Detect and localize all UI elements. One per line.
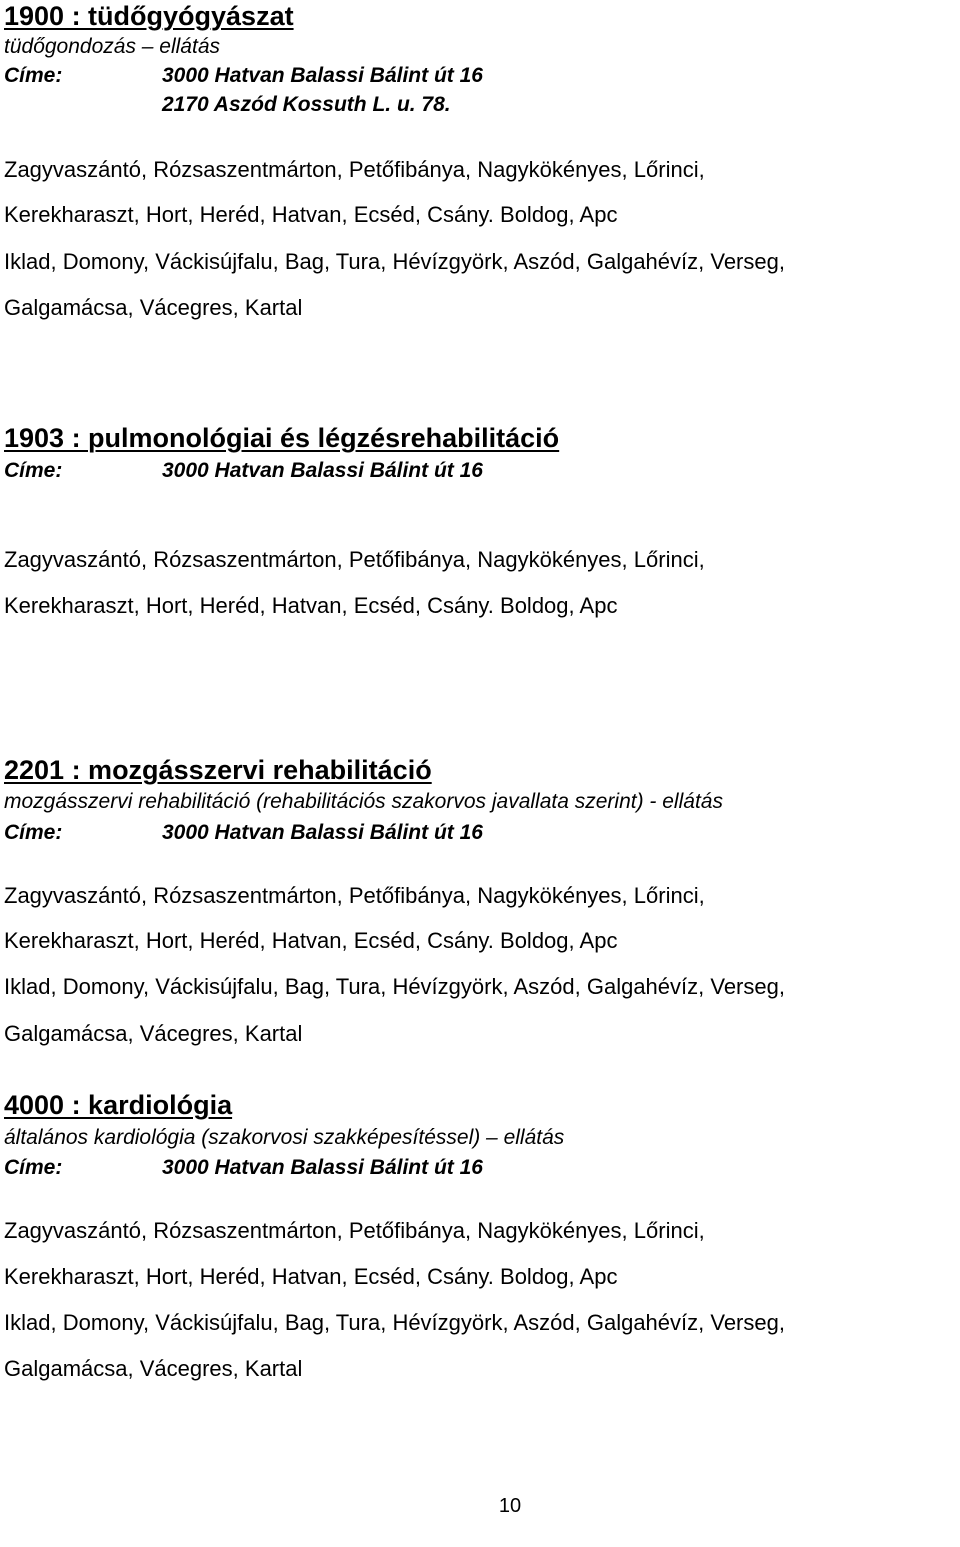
address-line: 3000 Hatvan Balassi Bálint út 16 — [162, 821, 483, 844]
address-label: Címe: — [4, 1156, 63, 1179]
section-subtitle-1900: tüdőgondozás – ellátás — [4, 35, 220, 58]
location-line: Zagyvaszántó, Rózsaszentmárton, Petőfibánya, Nagykökényes, Lőrinci, — [4, 883, 705, 908]
location-line: Galgamácsa, Vácegres, Kartal — [4, 295, 303, 320]
location-line: Kerekharaszt, Hort, Heréd, Hatvan, Ecséd, Csány. Boldog, Apc — [4, 593, 618, 618]
address-line: 2170 Aszód Kossuth L. u. 78. — [162, 93, 451, 116]
section-subtitle-4000: általános kardiológia (szakorvosi szakképesítéssel) – ellátás — [4, 1126, 565, 1149]
address-label: Címe: — [4, 459, 63, 482]
section-title-4000: 4000 : kardiológia — [4, 1090, 233, 1120]
location-line: Zagyvaszántó, Rózsaszentmárton, Petőfibánya, Nagykökényes, Lőrinci, — [4, 157, 705, 182]
location-line: Galgamácsa, Vácegres, Kartal — [4, 1021, 303, 1046]
location-line: Iklad, Domony, Váckisújfalu, Bag, Tura, Hévízgyörk, Aszód, Galgahévíz, Verseg, — [4, 1310, 785, 1335]
section-subtitle-2201: mozgásszervi rehabilitáció (rehabilitációs szakorvos javallata szerint) - ellátás — [4, 790, 723, 813]
section-title-1903: 1903 : pulmonológiai és légzésrehabilitáció — [4, 423, 560, 453]
location-line: Zagyvaszántó, Rózsaszentmárton, Petőfibánya, Nagykökényes, Lőrinci, — [4, 1218, 705, 1243]
location-line: Kerekharaszt, Hort, Heréd, Hatvan, Ecséd, Csány. Boldog, Apc — [4, 928, 618, 953]
location-line: Iklad, Domony, Váckisújfalu, Bag, Tura, Hévízgyörk, Aszód, Galgahévíz, Verseg, — [4, 974, 785, 999]
location-line: Kerekharaszt, Hort, Heréd, Hatvan, Ecséd, Csány. Boldog, Apc — [4, 1264, 618, 1289]
section-title-1900: 1900 : tüdőgyógyászat — [4, 1, 294, 31]
location-line: Kerekharaszt, Hort, Heréd, Hatvan, Ecséd, Csány. Boldog, Apc — [4, 202, 618, 227]
page-number: 10 — [498, 1495, 522, 1517]
address-line: 3000 Hatvan Balassi Bálint út 16 — [162, 459, 483, 482]
location-line: Zagyvaszántó, Rózsaszentmárton, Petőfibánya, Nagykökényes, Lőrinci, — [4, 547, 705, 572]
section-title-2201: 2201 : mozgásszervi rehabilitáció — [4, 755, 432, 785]
address-label: Címe: — [4, 821, 63, 844]
address-line: 3000 Hatvan Balassi Bálint út 16 — [162, 64, 483, 87]
address-label: Címe: — [4, 64, 63, 87]
location-line: Iklad, Domony, Váckisújfalu, Bag, Tura, Hévízgyörk, Aszód, Galgahévíz, Verseg, — [4, 249, 785, 274]
address-line: 3000 Hatvan Balassi Bálint út 16 — [162, 1156, 483, 1179]
location-line: Galgamácsa, Vácegres, Kartal — [4, 1356, 303, 1381]
